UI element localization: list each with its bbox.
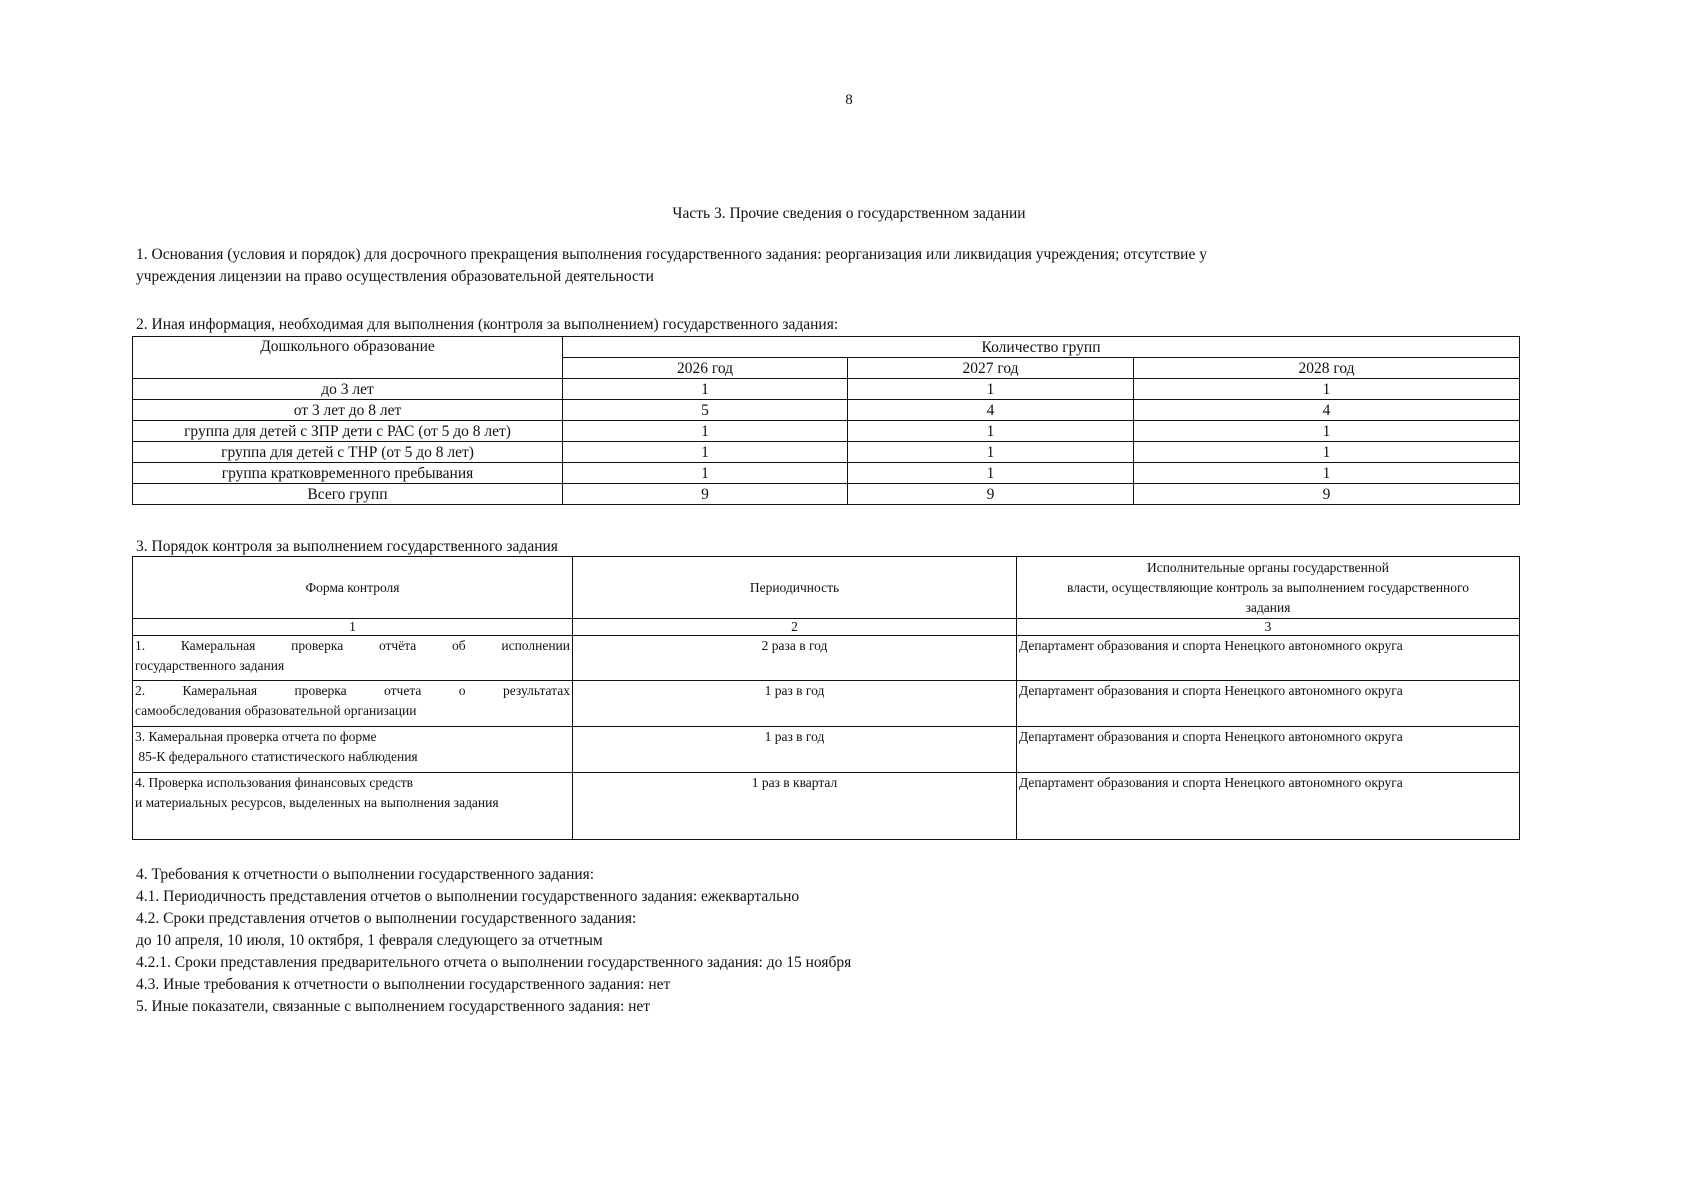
row-label: группа для детей с ЗПР дети с РАС (от 5 до 8 лет) — [133, 421, 563, 442]
cell-value: 1 — [563, 379, 848, 400]
control-form-line1: 1. Камеральная проверка отчёта об исполнении — [135, 638, 570, 653]
header-org — [1017, 557, 1520, 619]
control-form — [133, 636, 573, 681]
table-row — [133, 400, 1520, 421]
cell-value: 5 — [563, 400, 848, 421]
section4-line: 4. Требования к отчетности о выполнении государственного задания: — [136, 866, 595, 883]
header-form: Форма контроля — [133, 557, 573, 619]
groups-table — [132, 336, 1520, 505]
section4-line: 5. Иные показатели, связанные с выполнением государственного задания: нет — [136, 998, 651, 1015]
table-row — [133, 379, 1520, 400]
section4-line: 4.1. Периодичность представления отчетов о выполнении государственного задания: ежеквартально — [136, 888, 800, 905]
cell-value: 9 — [1134, 484, 1520, 505]
row-label: до 3 лет — [133, 379, 563, 400]
cell-value: 1 — [1134, 421, 1520, 442]
control-form — [133, 681, 573, 727]
section3-heading: 3. Порядок контроля за выполнением государственного задания — [136, 538, 558, 555]
column-number: 3 — [1017, 619, 1520, 636]
table-row — [133, 442, 1520, 463]
control-form-line2: государственного задания — [135, 658, 285, 673]
cell-value: 1 — [848, 463, 1134, 484]
row-label: от 3 лет до 8 лет — [133, 400, 563, 421]
cell-value: 1 — [1134, 463, 1520, 484]
cell-value: 4 — [848, 400, 1134, 421]
table-row — [133, 463, 1520, 484]
control-form-line1: 4. Проверка использования финансовых средств — [135, 775, 414, 790]
control-period: 1 раз в год — [573, 681, 1017, 727]
header-org-line1: Исполнительные органы государственной — [1146, 559, 1390, 575]
control-form-line1: 3. Камеральная проверка отчета по форме — [135, 729, 377, 744]
cell-value: 1 — [848, 442, 1134, 463]
year-header: 2028 год — [1134, 358, 1520, 379]
cell-value: 1 — [1134, 442, 1520, 463]
control-form-line2: и материальных ресурсов, выделенных на выполнения задания — [135, 795, 499, 810]
control-form-line2: самообследования образовательной организации — [135, 703, 417, 718]
page-number: 8 — [845, 92, 853, 108]
section4-line: до 10 апреля, 10 июля, 10 октября, 1 февраля следующего за отчетным — [136, 932, 603, 949]
section4-line: 4.2.1. Сроки представления предварительного отчета о выполнении государственного задания: до 15 ноября — [136, 954, 852, 971]
table-row — [133, 636, 1520, 681]
column-number: 2 — [573, 619, 1017, 636]
part-title: Часть 3. Прочие сведения о государственном задании — [672, 205, 1026, 222]
cell-value: 1 — [848, 379, 1134, 400]
control-period: 1 раз в год — [573, 727, 1017, 773]
control-org: Департамент образования и спорта Ненецкого автономного округа — [1017, 636, 1520, 681]
table-row — [133, 773, 1520, 840]
control-table — [132, 556, 1520, 840]
groups-header-row — [133, 337, 1520, 358]
table-row — [133, 421, 1520, 442]
control-org: Департамент образования и спорта Ненецкого автономного округа — [1017, 727, 1520, 773]
cell-value: 9 — [848, 484, 1134, 505]
control-org: Департамент образования и спорта Ненецкого автономного округа — [1017, 681, 1520, 727]
section2-heading: 2. Иная информация, необходимая для выполнения (контроля за выполнением) государственного задания: — [136, 316, 839, 333]
year-header: 2027 год — [848, 358, 1134, 379]
row-label: группа для детей с ТНР (от 5 до 8 лет) — [133, 442, 563, 463]
row-label: группа кратковременного пребывания — [133, 463, 563, 484]
section1-line1: 1. Основания (условия и порядок) для досрочного прекращения выполнения государственного задания: реорганизация или ликвидация учреждения; отсутствие у — [136, 246, 1207, 263]
groups-count-header: Количество групп — [563, 337, 1520, 358]
cell-value: 1 — [563, 463, 848, 484]
cell-value: 1 — [848, 421, 1134, 442]
control-period: 2 раза в год — [573, 636, 1017, 681]
cell-value: 1 — [563, 442, 848, 463]
control-form — [133, 773, 573, 840]
control-org: Департамент образования и спорта Ненецкого автономного округа — [1017, 773, 1520, 840]
cell-value: 4 — [1134, 400, 1520, 421]
column-numbers-row — [133, 619, 1520, 636]
section1-paragraph — [136, 244, 1556, 288]
control-form-line1: 2. Камеральная проверка отчета о результатах — [135, 683, 570, 698]
section4-line: 4.2. Сроки представления отчетов о выполнении государственного задания: — [136, 910, 637, 927]
row-label: Всего групп — [133, 484, 563, 505]
column-number: 1 — [133, 619, 573, 636]
control-header-row — [133, 557, 1520, 619]
section4-line: 4.3. Иные требования к отчетности о выполнении государственного задания: нет — [136, 976, 671, 993]
control-period: 1 раз в квартал — [573, 773, 1017, 840]
section4-list — [136, 864, 851, 1018]
groups-col-header: Дошкольного образование — [133, 337, 563, 379]
control-form — [133, 727, 573, 773]
cell-value: 1 — [563, 421, 848, 442]
year-header: 2026 год — [563, 358, 848, 379]
control-form-line2: 85-К федерального статистического наблюдения — [135, 749, 418, 764]
header-org-line3: задания — [1245, 599, 1291, 615]
table-row — [133, 727, 1520, 773]
cell-value: 1 — [1134, 379, 1520, 400]
table-row — [133, 681, 1520, 727]
section1-line2: учреждения лицензии на право осуществления образовательной деятельности — [136, 268, 654, 285]
cell-value: 9 — [563, 484, 848, 505]
header-org-line2: власти, осуществляющие контроль за выполнением государственного — [1067, 579, 1469, 595]
table-row-total — [133, 484, 1520, 505]
header-period: Периодичность — [573, 557, 1017, 619]
